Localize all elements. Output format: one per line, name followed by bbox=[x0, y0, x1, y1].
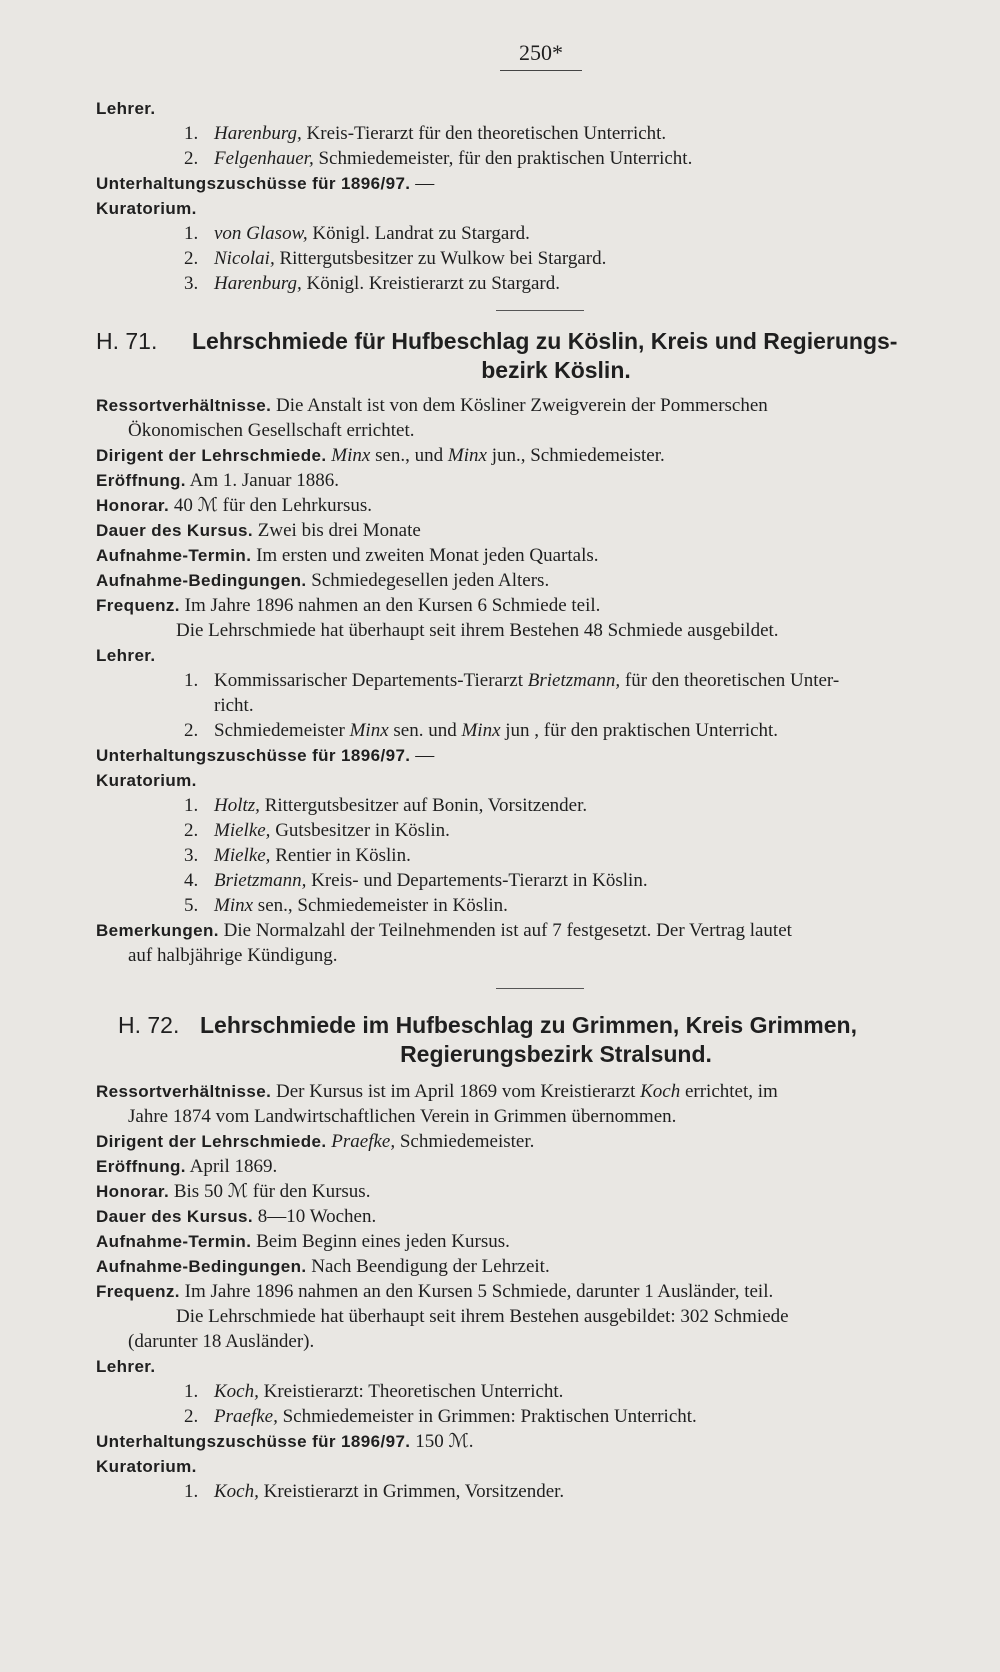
frequenz-line: Frequenz. Im Jahre 1896 nahmen an den Kursen 5 Schmiede, darunter 1 Ausländer, teil. bbox=[96, 1281, 774, 1302]
bemerkungen-cont: auf halbjährige Kündigung. bbox=[128, 945, 338, 966]
lehrer-heading: Lehrer. bbox=[96, 646, 156, 665]
dauer-line: Dauer des Kursus. 8—10 Wochen. bbox=[96, 1206, 377, 1227]
bedingungen-line: Aufnahme-Bedingungen. Nach Beendigung der Lehrzeit. bbox=[96, 1256, 550, 1277]
list-item: 4. Brietzmann, Kreis- und Departements-Tierarzt in Köslin. bbox=[184, 870, 648, 891]
lehrer-heading: Lehrer. bbox=[96, 1357, 156, 1376]
ressort-line: Ressortverhältnisse. Die Anstalt ist von dem Kösliner Zweigverein der Pommerschen bbox=[96, 395, 768, 416]
list-item: 1. von Glasow, Königl. Landrat zu Stargard. bbox=[184, 223, 530, 244]
lehrer-heading: Lehrer. bbox=[96, 99, 156, 118]
ressort-cont: Ökonomischen Gesellschaft errichtet. bbox=[128, 420, 415, 441]
list-item: 3. Harenburg, Königl. Kreistierarzt zu Stargard. bbox=[184, 273, 560, 294]
ressort-cont: Jahre 1874 vom Landwirtschaftlichen Verein in Grimmen übernommen. bbox=[128, 1106, 677, 1127]
dirigent-line: Dirigent der Lehrschmiede. Praefke, Schmiedemeister. bbox=[96, 1131, 535, 1152]
frequenz-cont: (darunter 18 Ausländer). bbox=[128, 1331, 315, 1352]
ressort-line: Ressortverhältnisse. Der Kursus ist im April 1869 vom Kreistierarzt Koch errichtet, im bbox=[96, 1081, 778, 1102]
list-item-cont: richt. bbox=[214, 695, 254, 716]
honorar-line: Honorar. 40 ℳ für den Lehrkursus. bbox=[96, 495, 372, 516]
section-title: H. 72. Lehrschmiede im Hufbeschlag zu Grimmen, Kreis Grimmen, bbox=[118, 1012, 857, 1038]
frequenz-line: Frequenz. Im Jahre 1896 nahmen an den Kursen 6 Schmiede teil. bbox=[96, 595, 601, 616]
list-item: 1. Harenburg, Kreis-Tierarzt für den theoretischen Unterricht. bbox=[184, 123, 667, 144]
list-item: 2. Praefke, Schmiedemeister in Grimmen: Praktischen Unterricht. bbox=[184, 1406, 697, 1427]
frequenz-cont: Die Lehrschmiede hat überhaupt seit ihrem Bestehen ausgebildet: 302 Schmiede bbox=[176, 1306, 789, 1327]
list-item: 1. Kommissarischer Departements-Tierarzt Brietzmann, für den theoretischen Unter- bbox=[184, 670, 840, 691]
list-item: 5. Minx sen., Schmiedemeister in Köslin. bbox=[184, 895, 508, 916]
unterhalt-line: Unterhaltungszuschüsse für 1896/97. 150 ℳ. bbox=[96, 1431, 474, 1452]
eroeffnung-line: Eröffnung. April 1869. bbox=[96, 1156, 278, 1177]
list-item: 2. Felgenhauer, Schmiedemeister, für den praktischen Unterricht. bbox=[184, 148, 693, 169]
termin-line: Aufnahme-Termin. Im ersten und zweiten Monat jeden Quartals. bbox=[96, 545, 599, 566]
page-number: 250* bbox=[500, 40, 582, 71]
list-item: 1. Koch, Kreistierarzt: Theoretischen Unterricht. bbox=[184, 1381, 564, 1402]
bedingungen-line: Aufnahme-Bedingungen. Schmiedegesellen jeden Alters. bbox=[96, 570, 550, 591]
termin-line: Aufnahme-Termin. Beim Beginn eines jeden Kursus. bbox=[96, 1231, 510, 1252]
unterhalt-line: Unterhaltungszuschüsse für 1896/97. — bbox=[96, 173, 435, 194]
dauer-line: Dauer des Kursus. Zwei bis drei Monate bbox=[96, 520, 421, 541]
section-title: H. 71. Lehrschmiede für Hufbeschlag zu Köslin, Kreis und Regierungs- bbox=[96, 328, 898, 354]
list-item: 2. Schmiedemeister Minx sen. und Minx jun , für den praktischen Unterricht. bbox=[184, 720, 779, 741]
bemerkungen-line: Bemerkungen. Die Normalzahl der Teilnehmenden ist auf 7 festgesetzt. Der Vertrag lautet bbox=[96, 920, 792, 941]
page-content bbox=[96, 96, 956, 1504]
list-item: 2. Mielke, Gutsbesitzer in Köslin. bbox=[184, 820, 450, 841]
dirigent-line: Dirigent der Lehrschmiede. Minx sen., und Minx jun., Schmiedemeister. bbox=[96, 445, 665, 466]
list-item: 2. Nicolai, Rittergutsbesitzer zu Wulkow bei Stargard. bbox=[184, 248, 607, 269]
section-title-cont: Regierungsbezirk Stralsund. bbox=[400, 1041, 712, 1067]
honorar-line: Honorar. Bis 50 ℳ für den Kursus. bbox=[96, 1181, 371, 1202]
frequenz-cont: Die Lehrschmiede hat überhaupt seit ihrem Bestehen 48 Schmiede ausgebildet. bbox=[176, 620, 779, 641]
list-item: 3. Mielke, Rentier in Köslin. bbox=[184, 845, 411, 866]
list-item: 1. Koch, Kreistierarzt in Grimmen, Vorsitzender. bbox=[184, 1481, 565, 1502]
unterhalt-line: Unterhaltungszuschüsse für 1896/97. — bbox=[96, 745, 435, 766]
list-item: 1. Holtz, Rittergutsbesitzer auf Bonin, Vorsitzender. bbox=[184, 795, 588, 816]
kuratorium-heading: Kuratorium. bbox=[96, 771, 197, 790]
eroeffnung-line: Eröffnung. Am 1. Januar 1886. bbox=[96, 470, 339, 491]
section-title-cont: bezirk Köslin. bbox=[481, 357, 631, 383]
kuratorium-heading: Kuratorium. bbox=[96, 199, 197, 218]
kuratorium-heading: Kuratorium. bbox=[96, 1457, 197, 1476]
